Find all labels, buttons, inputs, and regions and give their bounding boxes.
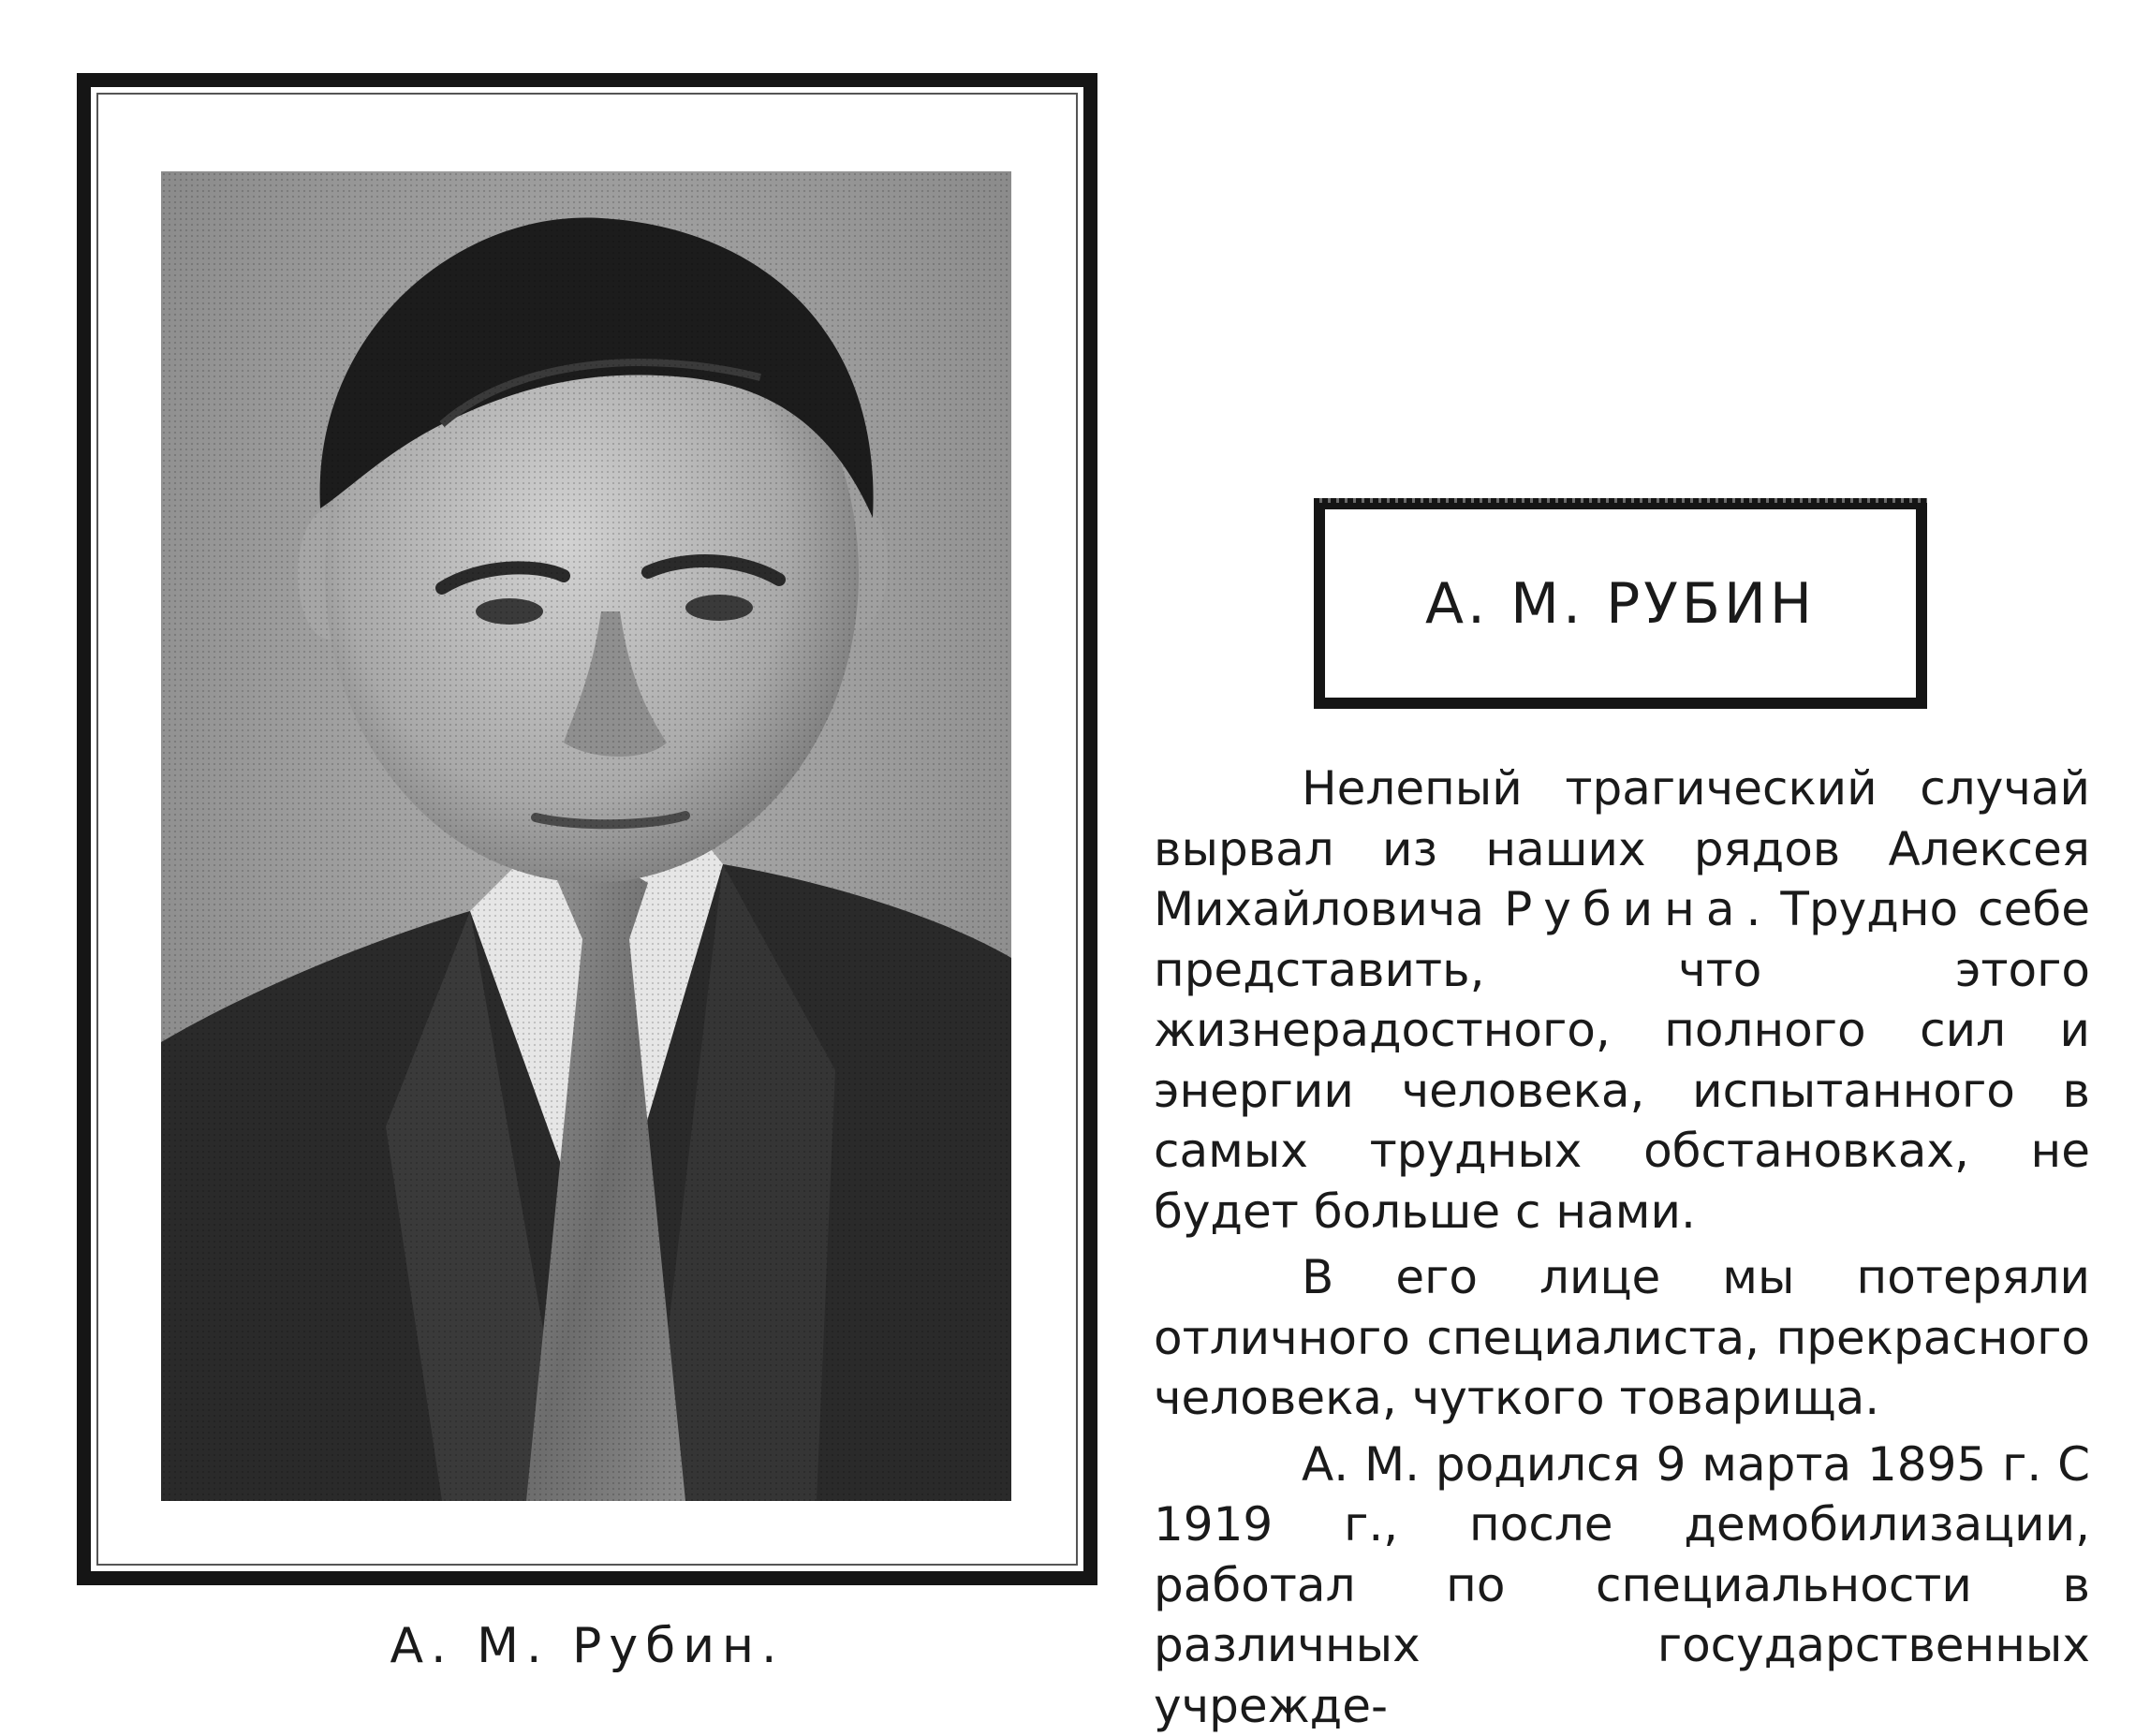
- portrait-caption: А. М. Рубин.: [77, 1618, 1097, 1674]
- surname-spaced: Рубина: [1504, 882, 1745, 936]
- paragraph-1: Нелепый трагический случай вырвал из наших рядов Алексея Михайловича Рубина. Трудно себе представить, что этого жизнерадостного, полного сил и энергии человека, испытанного в самых трудных обстановках, не будет больше с нами.: [1154, 758, 2090, 1242]
- paragraph-2: В его лице мы потеряли отличного специалиста, прекрасного человека, чуткого товарища.: [1154, 1247, 2090, 1429]
- obituary-title: А. М. РУБИН: [1325, 571, 1916, 637]
- obituary-text: [1154, 758, 2090, 1736]
- obituary-title-box: [1314, 498, 1927, 709]
- portrait-photo: [161, 171, 1011, 1501]
- paragraph-3: А. М. родился 9 марта 1895 г. С 1919 г., после демобилизации, работал по специальности в различных государственных учрежде-: [1154, 1434, 2090, 1736]
